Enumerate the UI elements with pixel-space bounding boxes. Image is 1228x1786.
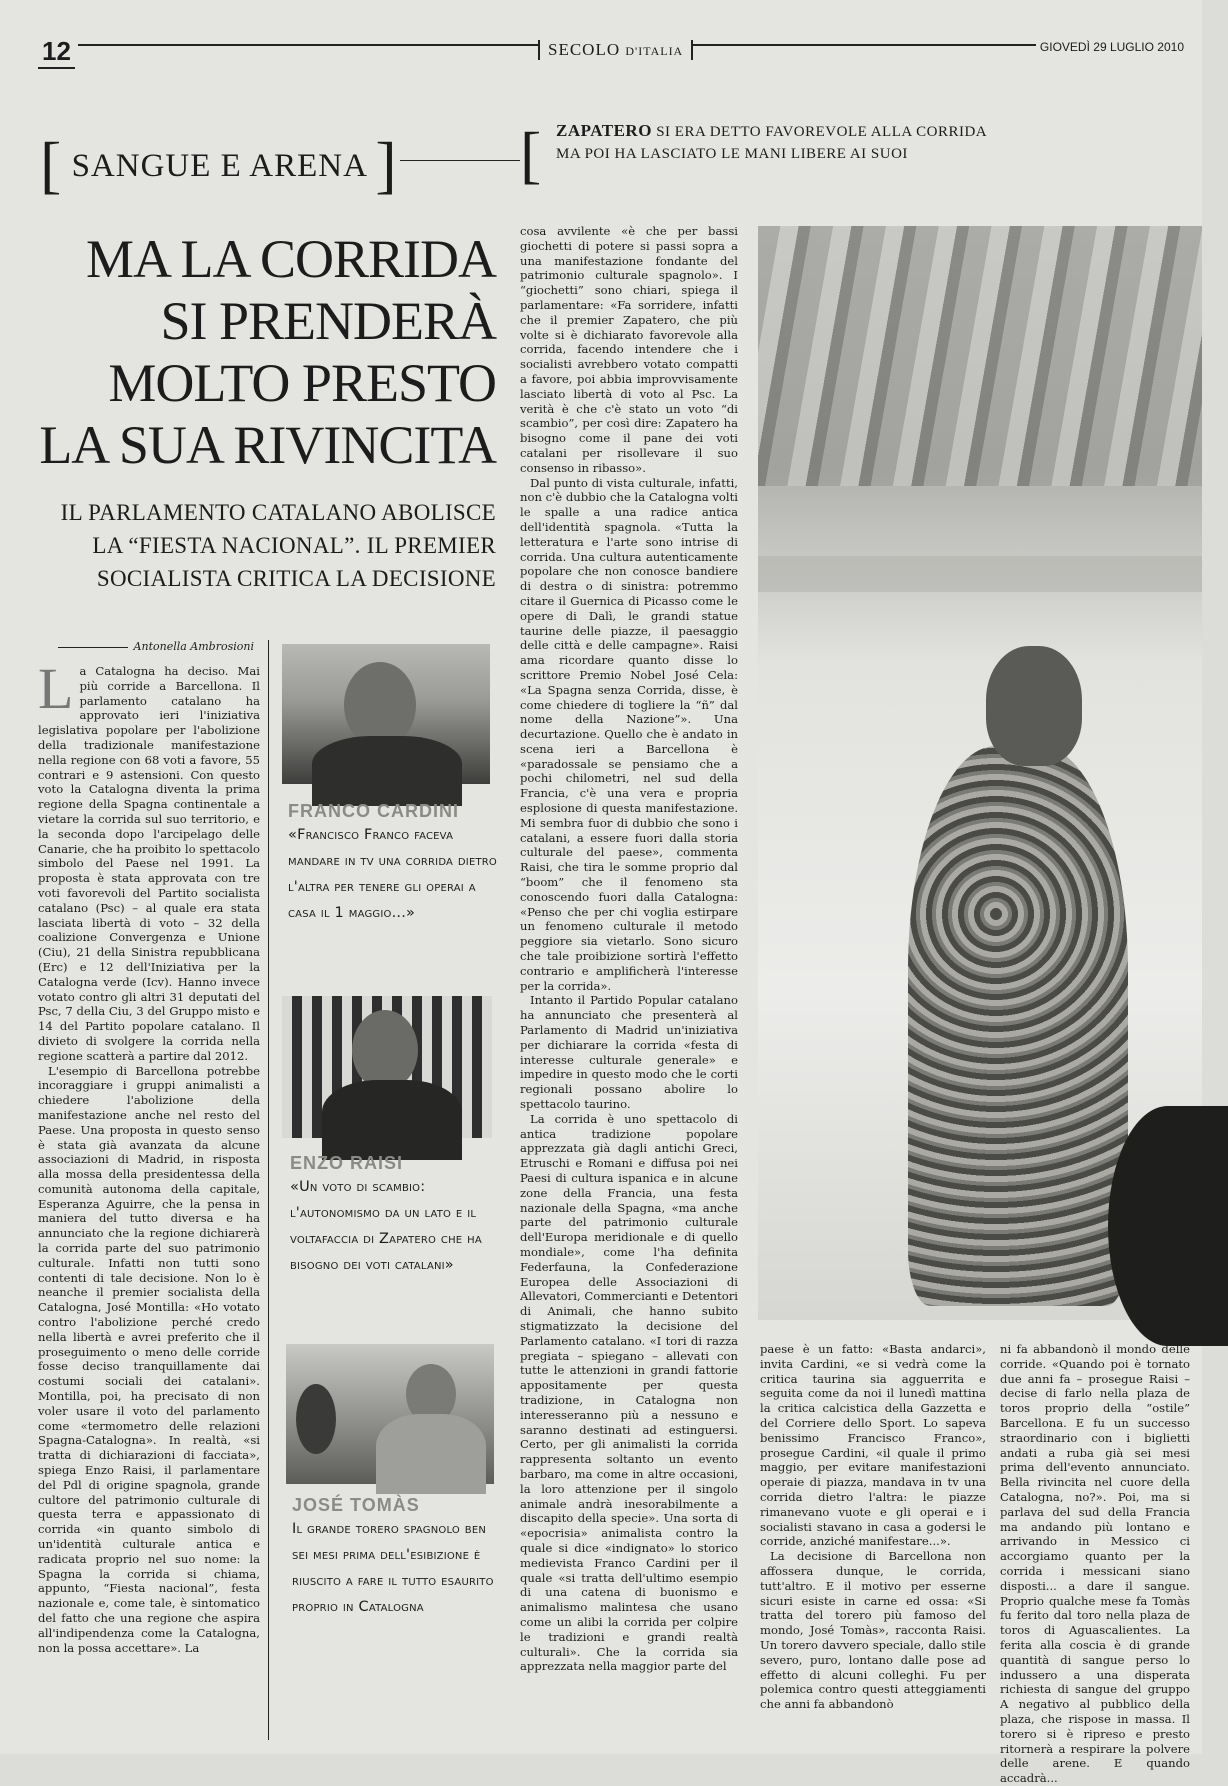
quote-text: «Un voto di scambio: l'autonomismo da un lato e il voltafaccia di Zapatero che ha bisogno dei voti catalani»	[290, 1179, 482, 1273]
deck-line: IL PARLAMENTO CATALANO ABOLISCE	[60, 500, 496, 525]
photo-cape	[1108, 1106, 1228, 1346]
section-bracket-left: [	[40, 129, 63, 200]
column-divider	[268, 640, 269, 1740]
section-title: SANGUE E ARENA	[71, 148, 367, 184]
article-paragraph: L'esempio di Barcellona potrebbe incoraggiare i gruppi animalisti a chiedere l'abolizione della manifestazione anche nel resto del Paese. Una proposta in questo senso è stata già avanzata da alcune associazioni di Madrid, in risposta alla mossa della presidentessa della comunità autonoma della capitale, Esperanza Aguirre, che la pensa in maniera del tutto diversa e ha annunciato che la regione dichiarerà la corrida parte del suo patrimonio culturale. Infatti non tutti sono contenti di tale decisione. Non lo è neanche il premier socialista della Catalogna, José Montilla: «Ho votato contro l'abolizione perché credo nella libertà e avrei preferito che il proseguimento o meno delle corride fosse deciso tranquillamente dai costumi sociali dei catalani». Montilla, poi, ha precisato di non voler usare il voto del parlamento come «termometro delle relazioni Spagna-Catalogna». In realtà, «si tratta di dichiarazioni di facciata», spiega Enzo Raisi, il parlamentare del Pdl di origine spagnola, grande cultore del patrimonio culturale di questa terra e appassionato di corrida «in quanto simbolo di un'identità culturale antica e radicata proprio nel suo nome: la Spagna la corrida si chiama, appunto, “Fiesta nacional”, festa nazionale e, come tale, è sintomatico del fatto che una regione che aspira all'indipendenza come la Catalogna, non la possa accettare». La	[38, 1063, 260, 1655]
article-column-2	[520, 224, 738, 1674]
dateline: GIOVEDÌ 29 LUGLIO 2010	[1036, 40, 1188, 54]
photo-torero-head	[986, 646, 1082, 766]
masthead-main: SECOLO	[548, 40, 621, 59]
subhead-name: ZAPATERO	[556, 121, 652, 140]
article-paragraph: Dal punto di vista culturale, infatti, non c'è dubbio che la Catalogna volti le spalle a una radice antica dell'identità spagnola. «Tutta la letteratura e l'arte sono intrise di corrida. Una cultura autenticamente popolare che non conosce bandiere di destra o di sinistra: potremmo citare il Guernica di Picasso come le opere di Dalì, le grandi statue taurine delle piazze, il paesaggio delle città e delle campagne». Raisi ama ricordare quanto disse lo scrittore Premio Nobel José Cela: «La Spagna senza Corrida, disse, è come chiedere di togliere la “ñ” dal nome della Nazione”». Una decurtazione. Quello che è andato in scena ieri a Barcellona è «paradossale se pensiamo che a pochi chilometri, nel sud della Francia, c'è una vera e propria esplosione di questa manifestazione. Mi sembra fuor di dubbio che sono i catalani, a essere fuori dalla storia culturale del paese», commenta Raisi, che tira le somme proprio dal “boom” che il fenomeno sta conoscendo fuori dalla Catalogna: «Penso che per chi voglia estirpare un fenomeno culturale il metodo peggiore sia vietarlo. Sono sicuro che tale proibizione sortirà l'effetto contrario e amplificherà l'interesse per la corrida».	[520, 475, 738, 993]
headline	[38, 228, 496, 476]
article-paragraph: Intanto il Partido Popular catalano ha annunciato che presenterà al Parlamento di Madrid un'iniziativa per dichiarare la corrida «festa di interesse culturale generale» e impedire in questo modo che le corti regionali possano abolire lo spettacolo taurino.	[520, 993, 738, 1112]
page-header	[38, 30, 1188, 66]
subhead-line2: MA POI HA LASCIATO LE MANI LIBERE AI SUOI	[556, 146, 908, 162]
quote-franco-cardini	[288, 800, 500, 926]
article-paragraph: La decisione di Barcellona non affossera dunque, le corrida, tutt'altro. E il motivo per esserne sicuri esiste in carne ed ossa: «Si tratta del torero più famoso del mondo, José Tomàs», racconta Raisi. Un torero davvero speciale, dallo stile severo, puro, lontano dalle pose ad effetto di alcuni colleghi. Fu per polemica contro questi atteggiamenti che anni fa abbandonò	[760, 1549, 986, 1712]
section-rule	[400, 160, 520, 161]
quote-text: «Francisco Franco faceva mandare in tv una corrida dietro l'altra per tenere gli operai a casa il 1 maggio...»	[288, 827, 498, 921]
portrait-figure	[296, 1384, 336, 1454]
article-paragraph: La corrida è uno spettacolo di antica tradizione popolare apprezzata già dagli antichi Greci, Etruschi e Romani e diffusa poi nei Paesi di cultura ispanica e in alcune zone della Francia, una festa nazionale della Spagna, «ma anche parte del patrimonio culturale dell'Europa meridionale e di quello mondiale», come l'ha definita Federfauna, la Confederazione Europea delle Associazioni di Allevatori, Commercianti e Detentori di Animali, che hanno subito stigmatizzato la decisione del Parlamento catalano. «I tori di razza pregiata – spiegano – allevati con tutte le attenzioni in grandi fattorie appositamente per questa tradizione, in Catalogna non interesseranno più a nessuno e saranno destinati ad estinguersi. Certo, per gli animalisti la corrida rappresenta soltanto un evento barbaro, ma come in altre occasioni, la loro attenzione per il singolo animale andrà inesorabilmente a discapito della specie». Una sorta di «epocrisia» animalista contro la quale si dice «indignato» lo storico medievista Franco Cardini per il quale «si tratta dell'ultimo esempio di una catena di buonismo e animalismo malintesa che usano come un alibi la corrida per colpire le tradizioni e grandi realtà culturali». Che la corrida sia apprezzata nella maggior parte del	[520, 1111, 738, 1674]
byline: Antonella Ambrosioni	[38, 640, 254, 653]
portrait-head	[352, 1010, 418, 1090]
subhead-line1: SI ERA DETTO FAVOREVOLE ALLA CORRIDA	[656, 124, 988, 140]
article-paragraph: ni fa abbandonò il mondo delle corride. «Quando poi è tornato due anni fa – prosegue Raisi – decise di farlo nella plaza de toros proprio della “ostile” Barcellona. E fu un successo straordinario con i biglietti andati a ruba già sei mesi prima dell'evento annunciato. Bella rivincita nel cuore della Catalogna, no?». Poi, ma si parlava del sud della Francia ma andando più lontano e arrivando in Messico ci accorgiamo quanto per la corrida i messicani siano disposti... a dare il sangue. Proprio qualche mese fa Tomàs fu ferito dal toro nella plaza de toros di Aguascalientes. La ferita alla coscia è di grande quantità di sangue perso lo indussero a una disperata richiesta di sangue del gruppo A negativo al pubblico della plaza, che rispose in massa. Il torero si è ripreso e presto ritornerà a respirare la polvere delle arene. E quando accadrà...	[1000, 1342, 1190, 1786]
section-bracket-right: ]	[375, 129, 398, 200]
portrait-body	[322, 1080, 462, 1160]
article-paragraph: La Catalogna ha deciso. Mai più corride a Barcellona. Il parlamento catalano ha approvato ieri l'iniziativa legislativa popolare per l'abolizione della tradizionale manifestazione nella regione con 68 voti a favore, 55 contrari e 9 astensioni. Con questo voto la Catalogna diventa la prima regione della Spagna continentale a vietare la corrida sul suo territorio, e la seconda dopo l'arcipelago delle Canarie, che ha proibito lo spettacolo simbolo del Paese nel 1991. La proposta è stata approvata con tre voti favorevoli del Partito socialista catalano (Psc) – al quale era stata lasciata libertà di voto – 32 della coalizione Convergenza e Unione (Ciu), 21 della Sinistra repubblicana (Erc) e 12 dell'Iniziativa per la Catalogna verde (Icv). Hanno invece votato contro gli altri 31 deputati del Psc, 7 della Ciu, 3 del Gruppo misto e 14 del Partito popolare catalano. Il divieto di svolgere la corrida nella regione scatterà a partire dal 2012.	[38, 656, 260, 1063]
photo-barrier	[758, 556, 1202, 592]
page-number: 12	[38, 36, 75, 69]
section-label	[40, 118, 398, 200]
article-column-1	[38, 656, 260, 1744]
headline-line: SI PRENDERÀ	[160, 291, 496, 351]
portrait-body	[312, 736, 462, 806]
photo-enzo-raisi	[282, 996, 492, 1138]
caption-jose-tomas	[292, 1494, 502, 1620]
article-paragraph: cosa avvilente «è che per bassi giochetti di potere si passi sopra a una manifestazione fondante del patrimonio culturale spagnolo». I “giochetti” sono chiari, spiega il parlamentare: «Fa sorridere, infatti che il premier Zapatero, che più volte si è dichiarato favorevole alla corrida, facendo intendere che i socialisti avrebbero votato compatti a favore, poi abbia improvvisamente lasciato libertà di voto al Psc. La verità è che c'è stato un voto “di scambio”, per così dire: Zapatero ha bisogno come il pane dei voti catalani per risollevare il suo consenso in ribasso».	[520, 224, 738, 475]
quote-enzo-raisi	[290, 1152, 502, 1278]
portrait-body	[376, 1414, 486, 1494]
photo-jose-tomas	[286, 1344, 494, 1484]
caption-text: Il grande torero spagnolo ben sei mesi prima dell'esibizione è riuscito a fare il tutto esaurito proprio in Catalogna	[292, 1521, 494, 1615]
headline-line: MOLTO PRESTO	[108, 353, 496, 413]
photo-crowd	[758, 226, 1202, 486]
deck-line: SOCIALISTA CRITICA LA DECISIONE	[96, 566, 496, 591]
quote-author: FRANCO CARDINI	[288, 801, 459, 821]
quote-author: ENZO RAISI	[290, 1153, 404, 1173]
subhead-bracket: [	[520, 119, 542, 190]
masthead-small: D'ITALIA	[625, 44, 684, 58]
main-photo-torero	[758, 226, 1202, 1320]
article-column-4	[1000, 1342, 1190, 1786]
article-column-3	[760, 1342, 986, 1744]
caption-title: JOSÉ TOMÀS	[292, 1495, 420, 1515]
deck	[38, 496, 496, 595]
photo-torero-body	[908, 746, 1128, 1306]
photo-franco-cardini	[282, 644, 490, 784]
subhead	[556, 120, 1026, 165]
drop-cap: L	[38, 656, 74, 721]
headline-line: MA LA CORRIDA	[85, 229, 496, 289]
deck-line: LA “FIESTA NACIONAL”. IL PREMIER	[92, 533, 496, 558]
article-paragraph: paese è un fatto: «Basta andarci», invita Cardini, «e si vedrà come la critica taurina sia agguerrita e seguita come da noi il lunedì mattina la critica calcistica della Gazzetta e del Corriere dello Sport. Lo sapeva benissimo Francisco Franco», prosegue Cardini, «il quale il primo maggio, per evitare manifestazioni operaie di piazza, mandava in tv una corrida dietro l'altra: le piazze rimanevano vuote e gli operai e i socialisti stavano in casa a godersi le corride, anziché manifestare...».	[760, 1342, 986, 1549]
headline-line: LA SUA RIVINCITA	[39, 415, 496, 475]
masthead	[538, 40, 693, 60]
